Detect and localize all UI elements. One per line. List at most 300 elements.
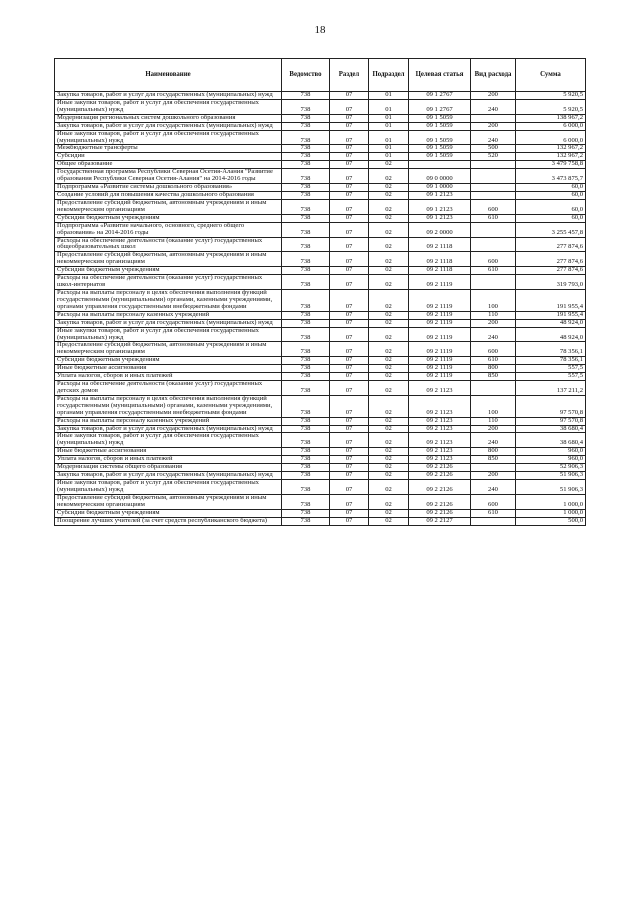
row-name: Иные закупки товаров, работ и услуг для обеспечения государственных (муниципальных) нужд: [55, 433, 282, 448]
row-amount: 60,0: [516, 199, 586, 214]
row-target-article: 09 1 5059: [409, 153, 471, 161]
row-name: Иные закупки товаров, работ и услуг для обеспечения государственных (муниципальных) нужд: [55, 480, 282, 495]
row-target-article: 09 2 1119: [409, 373, 471, 381]
row-amount: 38 680,4: [516, 433, 586, 448]
row-name: Иные закупки товаров, работ и услуг для обеспечения государственных (муниципальных) нужд: [55, 327, 282, 342]
row-name: Расходы на выплаты персоналу в целях обеспечения выполнения функций государственными (муниципальными) органами, казенными учреждениями, органами управления государственными внебюджетными фондами: [55, 395, 282, 417]
row-target-article: 09 2 1123: [409, 395, 471, 417]
row-subsection: 01: [369, 114, 409, 122]
row-amount: 5 920,5: [516, 92, 586, 100]
row-target-article: 09 2 1123: [409, 456, 471, 464]
row-section: 07: [330, 169, 369, 184]
row-target-article: 09 1 5059: [409, 130, 471, 145]
row-amount: 3 255 457,8: [516, 222, 586, 237]
row-expense-type: [471, 184, 516, 192]
row-department: 738: [282, 509, 330, 517]
row-section: 07: [330, 395, 369, 417]
table-row: [55, 517, 586, 525]
row-department: 738: [282, 114, 330, 122]
row-section: 07: [330, 92, 369, 100]
row-department: 738: [282, 433, 330, 448]
row-name: Предоставление субсидий бюджетным, автономным учреждениям и иным некоммерческим организациям: [55, 342, 282, 357]
row-target-article: 09 1 2123: [409, 214, 471, 222]
row-name: Поощрение лучших учителей (за счет средств республиканского бюджета): [55, 517, 282, 525]
row-target-article: 09 2 1119: [409, 327, 471, 342]
row-amount: 960,0: [516, 448, 586, 456]
row-department: 738: [282, 145, 330, 153]
row-target-article: 09 2 2127: [409, 517, 471, 525]
row-expense-type: 800: [471, 448, 516, 456]
row-amount: 60,0: [516, 191, 586, 199]
row-subsection: 01: [369, 99, 409, 114]
row-expense-type: 610: [471, 357, 516, 365]
row-subsection: 02: [369, 472, 409, 480]
row-department: 738: [282, 365, 330, 373]
header-amount: Сумма: [516, 59, 586, 92]
row-target-article: 09 2 1119: [409, 275, 471, 290]
row-amount: 277 874,6: [516, 237, 586, 252]
row-subsection: 02: [369, 169, 409, 184]
row-department: 738: [282, 169, 330, 184]
row-target-article: 09 2 1119: [409, 342, 471, 357]
row-target-article: 09 1 2123: [409, 191, 471, 199]
row-subsection: 02: [369, 381, 409, 396]
row-section: 07: [330, 252, 369, 267]
row-amount: 6 000,0: [516, 130, 586, 145]
row-subsection: 01: [369, 130, 409, 145]
row-amount: 191 955,4: [516, 311, 586, 319]
row-subsection: 02: [369, 433, 409, 448]
table-row: [55, 130, 586, 145]
row-name: Расходы на выплаты персоналу казенных учреждений: [55, 417, 282, 425]
row-subsection: 01: [369, 153, 409, 161]
row-name: Уплата налогов, сборов и иных платежей: [55, 373, 282, 381]
row-name: Предоставление субсидий бюджетным, автономным учреждениям и иным некоммерческим организациям: [55, 252, 282, 267]
table-row: [55, 222, 586, 237]
row-name: Общее образование: [55, 161, 282, 169]
row-target-article: 09 2 1118: [409, 267, 471, 275]
table-body: [55, 92, 586, 526]
row-subsection: 02: [369, 222, 409, 237]
row-name: Межбюджетные трансферты: [55, 145, 282, 153]
row-name: Уплата налогов, сборов и иных платежей: [55, 456, 282, 464]
row-target-article: [409, 161, 471, 169]
row-department: 738: [282, 448, 330, 456]
row-target-article: 09 2 1123: [409, 417, 471, 425]
row-amount: 191 955,4: [516, 289, 586, 311]
row-section: 07: [330, 472, 369, 480]
row-amount: 1 000,0: [516, 494, 586, 509]
row-amount: 78 356,1: [516, 357, 586, 365]
row-expense-type: 240: [471, 99, 516, 114]
row-name: Закупка товаров, работ и услуг для государственных (муниципальных) нужд: [55, 425, 282, 433]
row-amount: 137 211,2: [516, 381, 586, 396]
table-row: [55, 289, 586, 311]
row-department: 738: [282, 161, 330, 169]
row-department: 738: [282, 517, 330, 525]
row-department: 738: [282, 275, 330, 290]
row-target-article: 09 2 1119: [409, 365, 471, 373]
row-amount: 1 000,0: [516, 509, 586, 517]
page-number: 18: [314, 24, 326, 36]
row-subsection: 01: [369, 145, 409, 153]
row-subsection: 01: [369, 92, 409, 100]
row-subsection: 02: [369, 480, 409, 495]
table-row: [55, 169, 586, 184]
row-section: 07: [330, 417, 369, 425]
row-amount: 97 570,8: [516, 417, 586, 425]
row-department: 738: [282, 357, 330, 365]
row-expense-type: 850: [471, 373, 516, 381]
row-subsection: 02: [369, 464, 409, 472]
row-name: Расходы на выплаты персоналу казенных учреждений: [55, 311, 282, 319]
row-expense-type: 500: [471, 145, 516, 153]
row-department: 738: [282, 222, 330, 237]
row-section: 07: [330, 517, 369, 525]
header-expense-type: Вид расхода: [471, 59, 516, 92]
row-section: 07: [330, 425, 369, 433]
table-row: [55, 153, 586, 161]
row-target-article: 09 2 2126: [409, 464, 471, 472]
row-name: Подпрограмма «Развитие системы дошкольного образования»: [55, 184, 282, 192]
row-subsection: 02: [369, 494, 409, 509]
table-row: [55, 327, 586, 342]
row-section: 07: [330, 448, 369, 456]
table-header-row: [55, 59, 586, 92]
row-section: 07: [330, 161, 369, 169]
row-amount: 5 920,5: [516, 99, 586, 114]
row-department: 738: [282, 99, 330, 114]
row-name: Иные закупки товаров, работ и услуг для обеспечения государственных (муниципальных) нужд: [55, 99, 282, 114]
header-target-article: Целевая статья: [409, 59, 471, 92]
header-name: Наименование: [55, 59, 282, 92]
row-department: 738: [282, 494, 330, 509]
row-section: 07: [330, 191, 369, 199]
row-name: Субсидии бюджетным учреждениям: [55, 267, 282, 275]
row-subsection: 02: [369, 191, 409, 199]
row-target-article: 09 1 5059: [409, 114, 471, 122]
row-target-article: 09 2 2126: [409, 472, 471, 480]
row-subsection: 02: [369, 395, 409, 417]
row-name: Модернизация системы общего образования: [55, 464, 282, 472]
row-target-article: 09 1 2123: [409, 199, 471, 214]
row-subsection: 02: [369, 199, 409, 214]
row-amount: 557,5: [516, 365, 586, 373]
table-row: [55, 494, 586, 509]
row-department: 738: [282, 480, 330, 495]
row-expense-type: [471, 169, 516, 184]
row-section: 07: [330, 365, 369, 373]
row-expense-type: 610: [471, 509, 516, 517]
row-department: 738: [282, 214, 330, 222]
row-name: Закупка товаров, работ и услуг для государственных (муниципальных) нужд: [55, 92, 282, 100]
row-section: 07: [330, 99, 369, 114]
row-department: 738: [282, 319, 330, 327]
row-department: 738: [282, 456, 330, 464]
row-subsection: 01: [369, 122, 409, 130]
row-target-article: 09 2 1123: [409, 448, 471, 456]
table-row: [55, 199, 586, 214]
row-subsection: 02: [369, 327, 409, 342]
row-name: Создание условий для повышения качества дошкольного образования: [55, 191, 282, 199]
row-department: 738: [282, 417, 330, 425]
header-subsection: Подраздел: [369, 59, 409, 92]
row-section: 07: [330, 327, 369, 342]
table-row: [55, 342, 586, 357]
row-section: 07: [330, 494, 369, 509]
row-section: 07: [330, 214, 369, 222]
row-amount: 97 570,8: [516, 395, 586, 417]
row-name: Субсидии бюджетным учреждениям: [55, 509, 282, 517]
budget-table: [54, 58, 586, 526]
table-row: [55, 480, 586, 495]
table-row: [55, 395, 586, 417]
row-department: 738: [282, 122, 330, 130]
row-section: 07: [330, 145, 369, 153]
row-subsection: 02: [369, 267, 409, 275]
row-amount: 277 874,6: [516, 267, 586, 275]
row-target-article: 09 2 2126: [409, 480, 471, 495]
row-expense-type: [471, 237, 516, 252]
row-name: Расходы на выплаты персоналу в целях обеспечения выполнения функций государственными (муниципальными) органами, казенными учреждениями, органами управления государственными внебюджетными фондами: [55, 289, 282, 311]
row-expense-type: 850: [471, 456, 516, 464]
row-section: 07: [330, 311, 369, 319]
row-target-article: 09 1 2767: [409, 92, 471, 100]
row-amount: 500,0: [516, 517, 586, 525]
row-expense-type: 200: [471, 425, 516, 433]
row-expense-type: [471, 114, 516, 122]
row-subsection: 02: [369, 456, 409, 464]
row-section: 07: [330, 319, 369, 327]
row-name: Государственная программа Республики Северная Осетия-Алания "Развитие образования Республики Северная Осетия-Алания" на 2014-2016 годы: [55, 169, 282, 184]
row-section: 07: [330, 456, 369, 464]
row-section: 07: [330, 114, 369, 122]
row-section: 07: [330, 464, 369, 472]
row-name: Предоставление субсидий бюджетным, автономным учреждениям и иным некоммерческим организациям: [55, 494, 282, 509]
row-department: 738: [282, 311, 330, 319]
row-subsection: 02: [369, 425, 409, 433]
table-row: [55, 311, 586, 319]
row-target-article: 09 2 2126: [409, 509, 471, 517]
row-subsection: 02: [369, 275, 409, 290]
row-expense-type: 100: [471, 395, 516, 417]
row-name: Расходы на обеспечение деятельности (оказание услуг) государственных детских домов: [55, 381, 282, 396]
row-section: 07: [330, 275, 369, 290]
row-department: 738: [282, 472, 330, 480]
row-expense-type: 100: [471, 289, 516, 311]
row-target-article: 09 2 1119: [409, 289, 471, 311]
row-department: 738: [282, 289, 330, 311]
row-target-article: 09 2 2126: [409, 494, 471, 509]
row-section: 07: [330, 122, 369, 130]
row-expense-type: 610: [471, 267, 516, 275]
row-target-article: 09 2 0000: [409, 222, 471, 237]
row-target-article: 09 1 5059: [409, 145, 471, 153]
row-expense-type: 240: [471, 480, 516, 495]
row-name: Иные бюджетные ассигнования: [55, 448, 282, 456]
table-row: [55, 114, 586, 122]
row-name: Расходы на обеспечение деятельности (оказание услуг) государственных школ-интернатов: [55, 275, 282, 290]
row-amount: 48 924,0: [516, 319, 586, 327]
row-subsection: 02: [369, 417, 409, 425]
header-department: Ведомство: [282, 59, 330, 92]
row-expense-type: 200: [471, 92, 516, 100]
table-row: [55, 237, 586, 252]
row-section: 07: [330, 153, 369, 161]
row-amount: 3 479 758,8: [516, 161, 586, 169]
row-subsection: 02: [369, 517, 409, 525]
table-row: [55, 99, 586, 114]
row-amount: 51 906,3: [516, 472, 586, 480]
row-name: Закупка товаров, работ и услуг для государственных (муниципальных) нужд: [55, 472, 282, 480]
row-amount: 3 473 875,7: [516, 169, 586, 184]
row-amount: 52 906,3: [516, 464, 586, 472]
row-amount: 38 680,4: [516, 425, 586, 433]
row-expense-type: 610: [471, 214, 516, 222]
row-department: 738: [282, 267, 330, 275]
table-row: [55, 417, 586, 425]
table-row: [55, 381, 586, 396]
row-department: 738: [282, 464, 330, 472]
row-section: 07: [330, 267, 369, 275]
row-name: Субсидии бюджетным учреждениям: [55, 357, 282, 365]
row-target-article: 09 1 0000: [409, 184, 471, 192]
row-name: Модернизация региональных систем дошкольного образования: [55, 114, 282, 122]
row-subsection: 02: [369, 214, 409, 222]
row-department: 738: [282, 342, 330, 357]
row-expense-type: 200: [471, 472, 516, 480]
row-subsection: 02: [369, 161, 409, 169]
row-department: 738: [282, 425, 330, 433]
row-expense-type: 200: [471, 122, 516, 130]
row-target-article: 09 0 0000: [409, 169, 471, 184]
row-expense-type: 110: [471, 417, 516, 425]
row-amount: 78 356,1: [516, 342, 586, 357]
row-subsection: 02: [369, 448, 409, 456]
row-section: 07: [330, 130, 369, 145]
row-name: Закупка товаров, работ и услуг для государственных (муниципальных) нужд: [55, 319, 282, 327]
row-amount: 132 967,2: [516, 153, 586, 161]
row-section: 07: [330, 433, 369, 448]
row-name: Иные закупки товаров, работ и услуг для обеспечения государственных (муниципальных) нужд: [55, 130, 282, 145]
row-department: 738: [282, 153, 330, 161]
row-expense-type: [471, 222, 516, 237]
row-expense-type: [471, 191, 516, 199]
row-expense-type: 520: [471, 153, 516, 161]
row-amount: 51 906,3: [516, 480, 586, 495]
row-department: 738: [282, 327, 330, 342]
row-department: 738: [282, 199, 330, 214]
row-target-article: 09 2 1119: [409, 357, 471, 365]
row-expense-type: [471, 381, 516, 396]
table-row: [55, 145, 586, 153]
row-department: 738: [282, 373, 330, 381]
row-expense-type: [471, 161, 516, 169]
row-section: 07: [330, 184, 369, 192]
row-subsection: 02: [369, 252, 409, 267]
row-amount: 60,0: [516, 184, 586, 192]
row-section: 07: [330, 199, 369, 214]
row-expense-type: 240: [471, 327, 516, 342]
row-subsection: 02: [369, 357, 409, 365]
row-department: 738: [282, 252, 330, 267]
row-amount: 277 874,6: [516, 252, 586, 267]
row-target-article: 09 2 1123: [409, 381, 471, 396]
row-expense-type: [471, 275, 516, 290]
row-target-article: 09 2 1123: [409, 425, 471, 433]
row-expense-type: 240: [471, 130, 516, 145]
row-subsection: 02: [369, 342, 409, 357]
row-subsection: 02: [369, 365, 409, 373]
table-row: [55, 509, 586, 517]
row-section: 07: [330, 237, 369, 252]
row-expense-type: 240: [471, 433, 516, 448]
row-subsection: 02: [369, 509, 409, 517]
row-amount: 557,5: [516, 373, 586, 381]
row-name: Предоставление субсидий бюджетным, автономным учреждениям и иным некоммерческим организациям: [55, 199, 282, 214]
row-department: 738: [282, 237, 330, 252]
row-name: Субсидии: [55, 153, 282, 161]
table-row: [55, 433, 586, 448]
row-department: 738: [282, 395, 330, 417]
row-subsection: 02: [369, 184, 409, 192]
row-expense-type: 600: [471, 199, 516, 214]
row-target-article: 09 2 1119: [409, 311, 471, 319]
row-subsection: 02: [369, 289, 409, 311]
row-expense-type: 600: [471, 342, 516, 357]
row-target-article: 09 2 1118: [409, 252, 471, 267]
table-row: [55, 214, 586, 222]
row-target-article: 09 2 1118: [409, 237, 471, 252]
row-department: 738: [282, 130, 330, 145]
row-section: 07: [330, 381, 369, 396]
table-row: [55, 122, 586, 130]
row-amount: 138 967,2: [516, 114, 586, 122]
row-amount: 60,0: [516, 214, 586, 222]
row-expense-type: 600: [471, 252, 516, 267]
row-expense-type: [471, 517, 516, 525]
row-amount: 132 967,2: [516, 145, 586, 153]
row-amount: 960,0: [516, 456, 586, 464]
row-target-article: 09 1 5059: [409, 122, 471, 130]
row-amount: 319 793,0: [516, 275, 586, 290]
row-section: 07: [330, 509, 369, 517]
row-name: Субсидии бюджетным учреждениям: [55, 214, 282, 222]
table-row: [55, 319, 586, 327]
row-expense-type: 200: [471, 319, 516, 327]
row-name: Закупка товаров, работ и услуг для государственных (муниципальных) нужд: [55, 122, 282, 130]
row-section: 07: [330, 480, 369, 495]
row-department: 738: [282, 191, 330, 199]
row-target-article: 09 2 1123: [409, 433, 471, 448]
row-department: 738: [282, 381, 330, 396]
row-target-article: 09 2 1119: [409, 319, 471, 327]
table-row: [55, 252, 586, 267]
row-expense-type: 600: [471, 494, 516, 509]
row-subsection: 02: [369, 319, 409, 327]
row-amount: 6 000,0: [516, 122, 586, 130]
header-section: Раздел: [330, 59, 369, 92]
row-amount: 48 924,0: [516, 327, 586, 342]
row-subsection: 02: [369, 237, 409, 252]
row-subsection: 02: [369, 311, 409, 319]
row-section: 07: [330, 373, 369, 381]
row-section: 07: [330, 222, 369, 237]
row-name: Иные бюджетные ассигнования: [55, 365, 282, 373]
row-department: 738: [282, 92, 330, 100]
table-row: [55, 275, 586, 290]
row-section: 07: [330, 342, 369, 357]
